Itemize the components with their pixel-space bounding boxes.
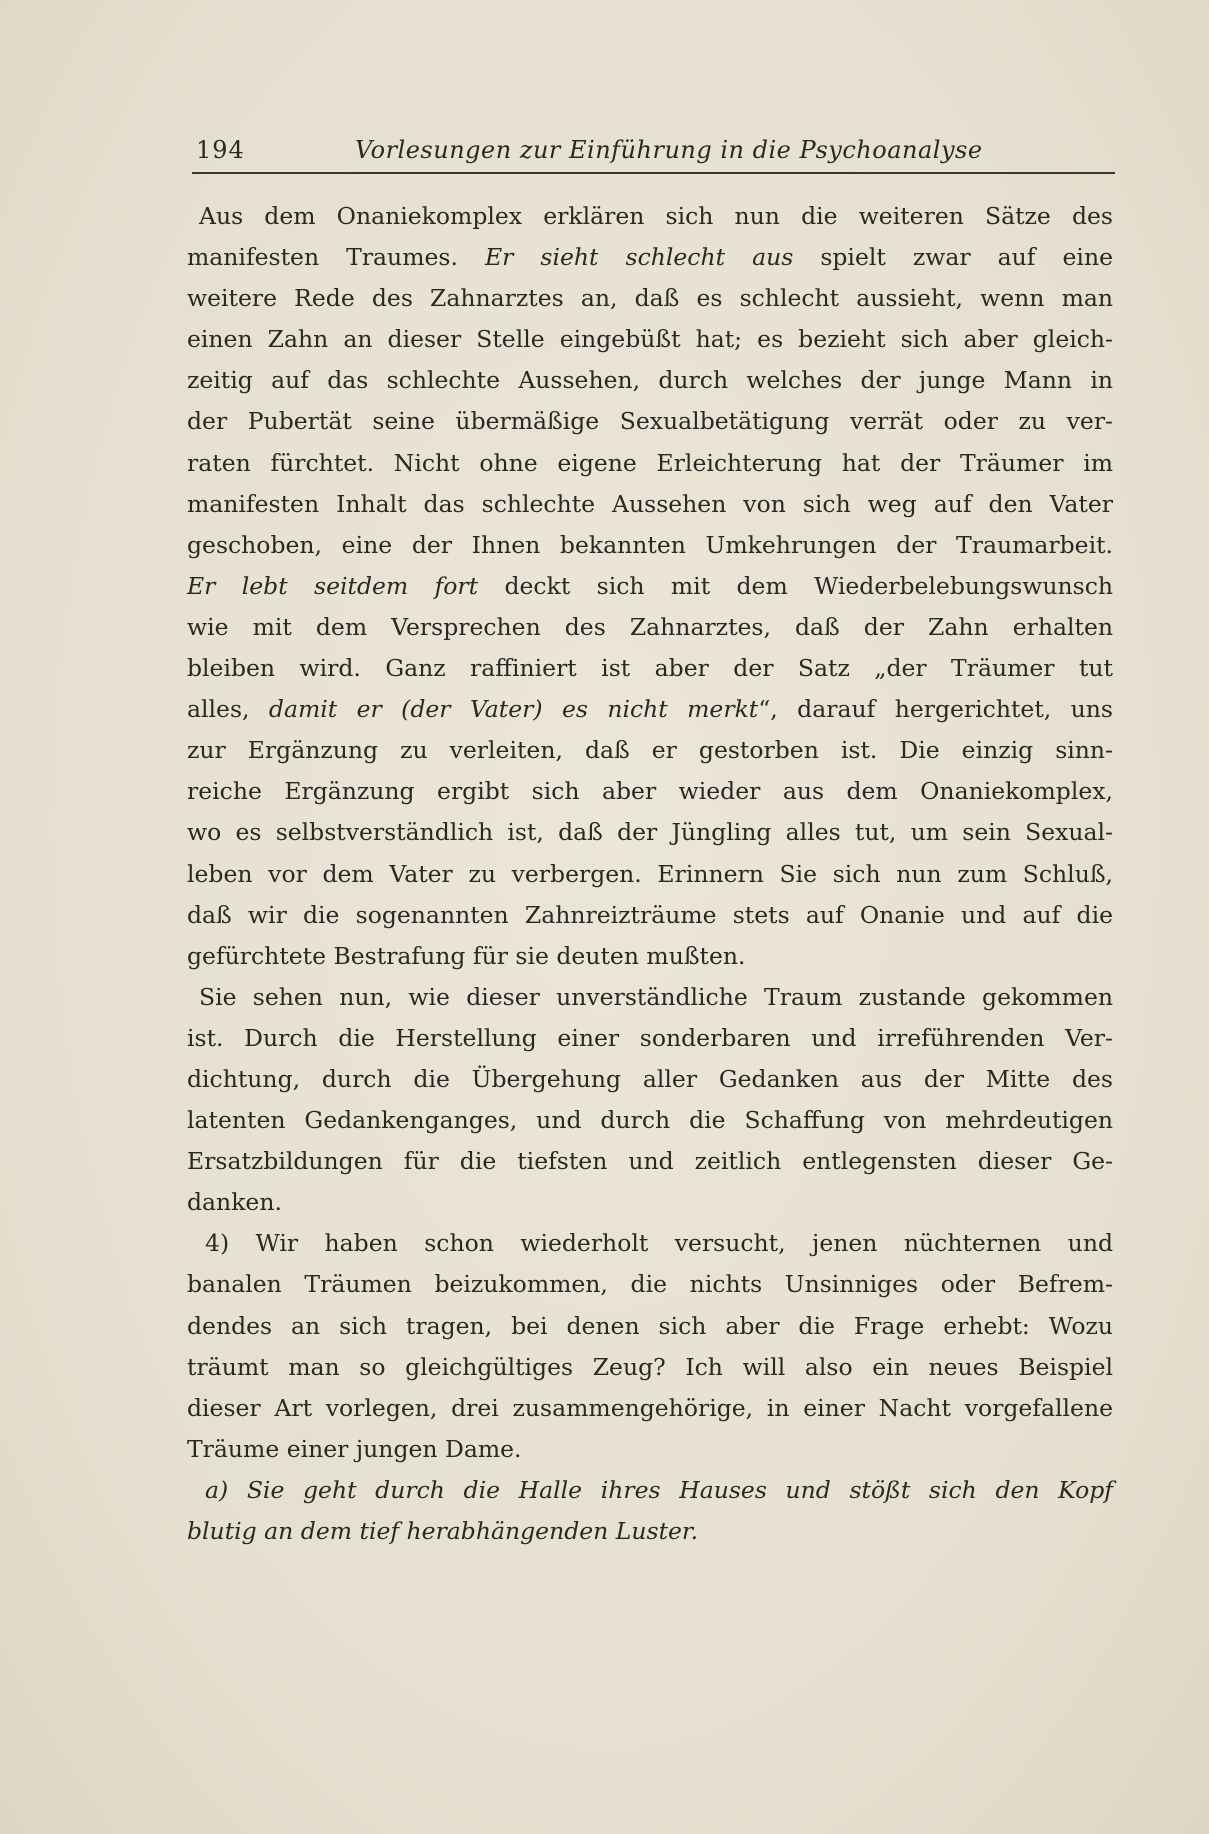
page-number: 194: [196, 136, 245, 164]
text-line: bleiben wird. Ganz raffiniert ist aber der Satz „der Träumer tut: [187, 654, 1113, 683]
text-line: [187, 689, 1113, 730]
text-line: geschoben, eine der Ihnen bekannten Umkehrungen der Traumarbeit.: [187, 530, 1113, 559]
text-line: der Pubertät seine übermäßige Sexualbetätigung verrät oder zu ver-: [187, 407, 1113, 436]
text-line: 4) Wir haben schon wiederholt versucht, jenen nüchternen und: [205, 1229, 1113, 1258]
italic-dream-text: a) Sie geht durch die Halle ihres Hauses und stößt sich den Kopf: [205, 1475, 1113, 1504]
text-line: einen Zahn an dieser Stelle eingebüßt hat; es bezieht sich aber gleich-: [187, 325, 1113, 354]
running-title: Vorlesungen zur Einführung in die Psychoanalyse: [355, 136, 983, 164]
body-text: [187, 196, 1113, 1552]
text-run: deckt sich mit dem Wiederbelebungswunsch: [478, 571, 1113, 600]
text-line: dieser Art vorlegen, drei zusammengehörige, in einer Nacht vorgefallene: [187, 1393, 1113, 1422]
text-line: [187, 1511, 1113, 1552]
text-line: weitere Rede des Zahnarztes an, daß es schlecht aussieht, wenn man: [187, 284, 1113, 313]
text-line: Träume einer jungen Dame.: [187, 1434, 522, 1463]
text-line: [187, 237, 1113, 278]
text-line: Aus dem Onaniekomplex erklären sich nun die weiteren Sätze des: [199, 202, 1113, 230]
text-line: zur Ergänzung zu verleiten, daß er gestorben ist. Die einzig sinn-: [187, 736, 1113, 765]
italic-quote: damit er (der Vater) es nicht merkt: [268, 695, 759, 724]
italic-quote: Er sieht schlecht aus: [484, 243, 794, 272]
text-line: dichtung, durch die Übergehung aller Gedanken aus der Mitte des: [187, 1064, 1113, 1093]
text-run: manifesten Traumes.: [187, 243, 485, 272]
text-line: [187, 566, 1113, 607]
text-run: alles,: [187, 695, 269, 724]
text-line: wie mit dem Versprechen des Zahnarztes, daß der Zahn erhalten: [187, 612, 1113, 641]
text-line: [187, 1470, 1113, 1511]
italic-dream-text: blutig an dem tief herabhängenden Luster.: [187, 1517, 699, 1545]
text-run: spielt zwar auf eine: [793, 243, 1113, 272]
text-line: ist. Durch die Herstellung einer sonderbaren und irreführenden Ver-: [187, 1023, 1113, 1052]
text-run: “, darauf hergerichtet, uns: [758, 695, 1113, 724]
text-line: wo es selbstverständlich ist, daß der Jüngling alles tut, um sein Sexual-: [187, 818, 1113, 847]
text-line: reiche Ergänzung ergibt sich aber wieder aus dem Onaniekomplex,: [187, 777, 1113, 806]
text-line: leben vor dem Vater zu verbergen. Erinnern Sie sich nun zum Schluß,: [187, 859, 1113, 888]
text-line: träumt man so gleichgültiges Zeug? Ich will also ein neues Beispiel: [187, 1352, 1113, 1381]
text-line: danken.: [187, 1188, 282, 1217]
italic-quote: Er lebt seitdem fort: [187, 571, 479, 600]
text-line: manifesten Inhalt das schlechte Aussehen von sich weg auf den Vater: [187, 489, 1113, 518]
text-line: raten fürchtet. Nicht ohne eigene Erleichterung hat der Träumer im: [187, 448, 1113, 477]
text-line: Sie sehen nun, wie dieser unverständliche Traum zustande gekommen: [199, 982, 1113, 1011]
text-line: zeitig auf das schlechte Aussehen, durch welches der junge Mann in: [187, 366, 1113, 395]
text-line: dendes an sich tragen, bei denen sich aber die Frage erhebt: Wozu: [187, 1311, 1113, 1340]
text-line: latenten Gedankenganges, und durch die Schaffung von mehrdeutigen: [187, 1106, 1113, 1135]
text-line: gefürchtete Bestrafung für sie deuten mußten.: [187, 941, 746, 970]
text-line: Ersatzbildungen für die tiefsten und zeitlich entlegensten dieser Ge-: [187, 1147, 1113, 1176]
page-header: [192, 136, 1115, 174]
text-line: banalen Träumen beizukommen, die nichts Unsinniges oder Befrem-: [187, 1270, 1113, 1299]
text-line: daß wir die sogenannten Zahnreizträume stets auf Onanie und auf die: [187, 900, 1113, 929]
